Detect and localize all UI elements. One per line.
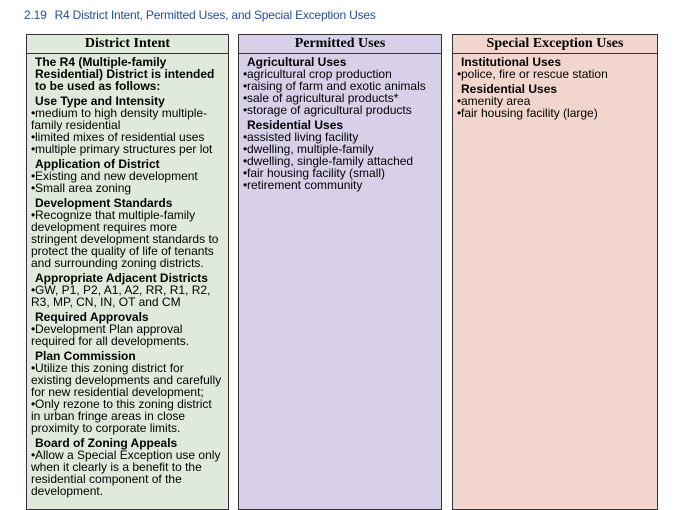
list-item-text: amenity area — [461, 94, 531, 108]
list-item-text: police, fire or rescue station — [461, 67, 608, 81]
list-item-text: Small area zoning — [35, 181, 132, 195]
list-item-text: fair housing facility (large) — [461, 106, 598, 120]
bullet-icon: • — [243, 166, 248, 180]
list-item — [31, 398, 224, 434]
list-item — [31, 449, 224, 497]
list-item-text: Allow a Special Exception use only when it clearly is a benefit to the residential component of the development. — [31, 448, 221, 498]
bullet-icon: • — [31, 397, 36, 411]
bullet-icon: • — [31, 130, 36, 144]
bullet-icon: • — [31, 283, 36, 297]
bullet-icon: • — [31, 361, 36, 375]
list-item — [457, 68, 653, 80]
list-item-text: GW, P1, P2, A1, A2, RR, R1, R2, R3, MP, CN, IN, OT and CM — [31, 283, 211, 309]
group-heading: Residential Uses — [247, 118, 344, 132]
list-item — [243, 179, 437, 191]
permitted-uses-body — [239, 54, 441, 191]
list-item — [31, 323, 224, 347]
list-item-text: Utilize this zoning district for existing developments and carefully for new residential development; — [31, 361, 222, 399]
special-exception-body — [453, 54, 657, 119]
bullet-icon: • — [243, 91, 248, 105]
list-item-text: Only rezone to this zoning district in urban fringe areas in close proximity to corporate limits. — [31, 397, 212, 435]
group-heading: Development Standards — [35, 196, 173, 210]
list-item — [31, 107, 224, 131]
bullet-icon: • — [31, 181, 36, 195]
bullet-icon: • — [243, 154, 248, 168]
list-item-text: Existing and new development — [35, 169, 198, 183]
list-item-text: medium to high density multiple-family residential — [31, 106, 208, 132]
list-item-text: multiple primary structures per lot — [35, 142, 213, 156]
section-heading: R4 District Intent, Permitted Uses, and Special Exception Uses — [54, 8, 376, 22]
list-item-text: dwelling, single-family attached — [247, 154, 414, 168]
bullet-icon: • — [243, 67, 248, 81]
group-heading: Application of District — [35, 157, 160, 171]
bullet-icon: • — [31, 208, 36, 222]
list-item — [243, 104, 437, 116]
bullet-icon: • — [243, 178, 248, 192]
permitted-uses-header: Permitted Uses — [239, 35, 441, 54]
list-item-text: Recognize that multiple-family development requires more stringent development standards to protect the quality of life of tenants and surrounding zoning districts. — [31, 208, 219, 270]
group-heading: Board of Zoning Appeals — [35, 436, 178, 450]
intent-intro: The R4 (Multiple-family Residential) District is intended to be used as follows: — [35, 55, 215, 93]
list-item-text: limited mixes of residential uses — [35, 130, 205, 144]
list-item — [31, 284, 224, 308]
bullet-icon: • — [243, 79, 248, 93]
special-exception-header: Special Exception Uses — [453, 35, 657, 54]
group-heading: Appropriate Adjacent Districts — [35, 271, 208, 285]
group-heading: Required Approvals — [35, 310, 149, 324]
list-item — [31, 182, 224, 194]
bullet-icon: • — [31, 448, 36, 462]
district-intent-header: District Intent — [27, 35, 228, 54]
list-item-text: assisted living facility — [247, 130, 359, 144]
group-heading: Residential Uses — [461, 82, 558, 96]
bullet-icon: • — [457, 67, 462, 81]
bullet-icon: • — [31, 322, 36, 336]
section-number: 2.19 — [24, 8, 47, 22]
list-item-text: fair housing facility (small) — [247, 166, 386, 180]
bullet-icon: • — [457, 106, 462, 120]
permitted-uses-column — [238, 34, 442, 510]
section-title — [24, 8, 376, 22]
district-intent-column — [26, 34, 229, 510]
list-item-text: dwelling, multiple-family — [247, 142, 374, 156]
list-item — [457, 107, 653, 119]
list-item — [31, 362, 224, 398]
special-exception-column — [452, 34, 658, 510]
list-item — [31, 143, 224, 155]
list-item-text: Development Plan approval required for all developments. — [31, 322, 190, 348]
bullet-icon: • — [31, 169, 36, 183]
list-item-text: retirement community — [247, 178, 363, 192]
list-item-text: sale of agricultural products* — [247, 91, 399, 105]
bullet-icon: • — [243, 142, 248, 156]
group-heading: Institutional Uses — [461, 55, 562, 69]
list-item-text: agricultural crop production — [247, 67, 392, 81]
district-intent-body — [27, 54, 228, 497]
bullet-icon: • — [31, 142, 36, 156]
list-item — [31, 209, 224, 269]
group-heading: Agricultural Uses — [247, 55, 347, 69]
group-heading: Use Type and Intensity — [35, 94, 165, 108]
group-heading: Plan Commission — [35, 349, 136, 363]
bullet-icon: • — [243, 130, 248, 144]
list-item-text: storage of agricultural products — [247, 103, 412, 117]
bullet-icon: • — [31, 106, 36, 120]
bullet-icon: • — [457, 94, 462, 108]
bullet-icon: • — [243, 103, 248, 117]
list-item-text: raising of farm and exotic animals — [247, 79, 426, 93]
